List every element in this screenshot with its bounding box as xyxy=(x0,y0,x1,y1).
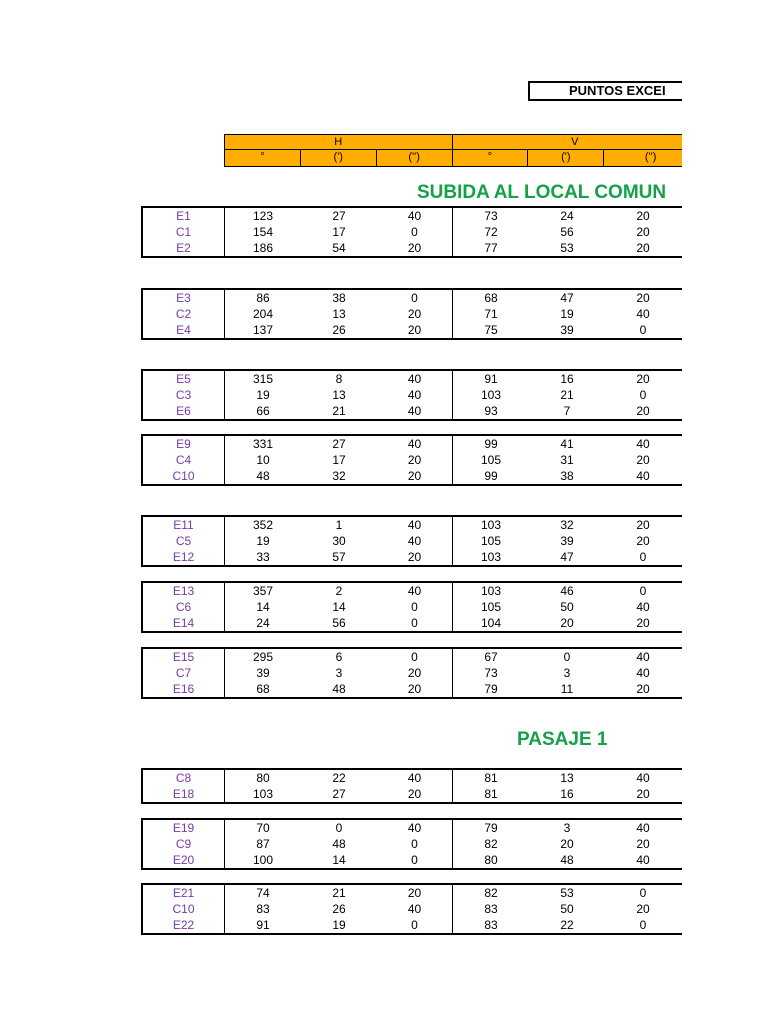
h-seconds: 40 xyxy=(377,533,453,549)
h-degrees: 14 xyxy=(256,600,270,614)
table-row xyxy=(143,885,682,901)
v-seconds: 20 xyxy=(636,534,650,548)
v-seconds: 20 xyxy=(636,225,650,239)
v-seconds: 20 xyxy=(636,372,650,386)
header-v-min: (') xyxy=(528,150,604,166)
table-row xyxy=(143,517,682,533)
h-seconds: 40 xyxy=(377,770,453,786)
v-degrees: 83 xyxy=(484,918,498,932)
table-row xyxy=(143,901,682,917)
station-name: E14 xyxy=(143,615,225,631)
v-minutes: 3 xyxy=(563,821,571,835)
v-minutes: 50 xyxy=(560,902,574,916)
v-degrees: 83 xyxy=(484,902,498,916)
h-minutes: 27 xyxy=(332,787,346,801)
v-minutes: 22 xyxy=(560,918,574,932)
header-v-sec: ('') xyxy=(604,150,682,166)
v-minutes: 47 xyxy=(560,550,574,564)
v-seconds: 0 xyxy=(639,918,647,932)
table-row xyxy=(143,770,682,786)
v-degrees: 67 xyxy=(484,650,498,664)
v-degrees: 73 xyxy=(484,666,498,680)
table-row xyxy=(143,224,682,240)
header-row-top xyxy=(224,134,682,150)
h-seconds: 0 xyxy=(377,599,453,615)
h-degrees: 83 xyxy=(256,902,270,916)
v-seconds: 0 xyxy=(639,550,647,564)
v-minutes: 47 xyxy=(560,291,574,305)
v-minutes: 11 xyxy=(560,682,574,696)
station-name: C10 xyxy=(143,468,225,484)
h-degrees: 91 xyxy=(256,918,270,932)
station-name: C4 xyxy=(143,452,225,468)
v-degrees: 82 xyxy=(484,837,498,851)
data-group xyxy=(141,883,682,935)
v-minutes: 50 xyxy=(560,600,574,614)
h-seconds: 0 xyxy=(377,649,453,665)
table-row xyxy=(143,290,682,306)
section-title: SUBIDA AL LOCAL COMUN xyxy=(417,182,667,203)
h-minutes: 6 xyxy=(335,650,343,664)
v-seconds: 20 xyxy=(636,453,650,467)
h-degrees: 70 xyxy=(256,821,270,835)
h-seconds: 40 xyxy=(377,583,453,599)
h-minutes: 32 xyxy=(332,469,346,483)
h-minutes: 38 xyxy=(332,291,346,305)
v-minutes: 21 xyxy=(560,388,574,402)
v-seconds: 20 xyxy=(636,404,650,418)
v-degrees: 103 xyxy=(480,550,502,564)
station-name: C7 xyxy=(143,665,225,681)
station-name: E13 xyxy=(143,583,225,599)
v-degrees: 103 xyxy=(480,388,502,402)
table-row xyxy=(143,371,682,387)
h-degrees: 19 xyxy=(256,388,270,402)
v-seconds: 20 xyxy=(636,787,650,801)
h-minutes: 14 xyxy=(332,600,346,614)
station-name: E21 xyxy=(143,885,225,901)
section-title: PASAJE 1 xyxy=(517,729,608,750)
v-degrees: 82 xyxy=(484,886,498,900)
h-minutes: 30 xyxy=(332,534,346,548)
title-box xyxy=(528,81,682,101)
v-minutes: 56 xyxy=(560,225,574,239)
station-name: C6 xyxy=(143,599,225,615)
v-degrees: 80 xyxy=(484,853,498,867)
v-seconds: 20 xyxy=(636,837,650,851)
v-degrees: 105 xyxy=(480,534,502,548)
v-minutes: 16 xyxy=(560,787,574,801)
table-row xyxy=(143,599,682,615)
h-minutes: 17 xyxy=(332,225,346,239)
h-minutes: 27 xyxy=(332,437,346,451)
station-name: E2 xyxy=(143,240,225,256)
h-minutes: 26 xyxy=(332,902,346,916)
h-degrees: 19 xyxy=(256,534,270,548)
h-degrees: 100 xyxy=(252,853,274,867)
h-seconds: 20 xyxy=(377,665,453,681)
h-minutes: 1 xyxy=(335,518,343,532)
header-h-deg: ° xyxy=(225,150,301,166)
data-group xyxy=(141,288,682,340)
v-minutes: 38 xyxy=(560,469,574,483)
table-row xyxy=(143,240,682,256)
header-h-sec: ('') xyxy=(377,150,453,166)
h-minutes: 3 xyxy=(335,666,343,680)
h-minutes: 48 xyxy=(332,682,346,696)
h-minutes: 19 xyxy=(332,918,346,932)
h-degrees: 24 xyxy=(256,616,270,630)
v-degrees: 68 xyxy=(484,291,498,305)
table-row xyxy=(143,665,682,681)
station-name: C10 xyxy=(143,901,225,917)
table-row xyxy=(143,452,682,468)
h-degrees: 315 xyxy=(252,372,274,386)
v-seconds: 40 xyxy=(636,600,650,614)
station-name: C5 xyxy=(143,533,225,549)
h-minutes: 27 xyxy=(332,209,346,223)
data-group xyxy=(141,818,682,870)
v-degrees: 105 xyxy=(480,453,502,467)
table-row xyxy=(143,468,682,484)
v-degrees: 81 xyxy=(484,771,498,785)
h-seconds: 20 xyxy=(377,468,453,484)
v-degrees: 79 xyxy=(484,682,498,696)
v-minutes: 32 xyxy=(560,518,574,532)
table-row xyxy=(143,615,682,631)
header-row-sub xyxy=(224,150,682,167)
table-row xyxy=(143,387,682,403)
h-degrees: 186 xyxy=(252,241,274,255)
v-minutes: 0 xyxy=(563,650,571,664)
v-minutes: 20 xyxy=(560,616,574,630)
station-name: E1 xyxy=(143,208,225,224)
v-minutes: 41 xyxy=(560,437,574,451)
v-degrees: 99 xyxy=(484,437,498,451)
h-minutes: 13 xyxy=(332,388,346,402)
station-name: E5 xyxy=(143,371,225,387)
h-minutes: 14 xyxy=(332,853,346,867)
v-seconds: 0 xyxy=(639,584,647,598)
v-seconds: 0 xyxy=(639,886,647,900)
v-degrees: 103 xyxy=(480,584,502,598)
h-seconds: 40 xyxy=(377,901,453,917)
data-group xyxy=(141,515,682,567)
h-minutes: 21 xyxy=(332,404,346,418)
h-minutes: 17 xyxy=(332,453,346,467)
v-degrees: 79 xyxy=(484,821,498,835)
h-seconds: 40 xyxy=(377,403,453,419)
h-seconds: 20 xyxy=(377,786,453,802)
v-seconds: 40 xyxy=(636,853,650,867)
h-degrees: 331 xyxy=(252,437,274,451)
v-seconds: 20 xyxy=(636,518,650,532)
data-group xyxy=(141,647,682,699)
v-minutes: 53 xyxy=(560,241,574,255)
h-minutes: 22 xyxy=(332,771,346,785)
station-name: E18 xyxy=(143,786,225,802)
v-minutes: 39 xyxy=(560,534,574,548)
station-name: E16 xyxy=(143,681,225,697)
h-seconds: 20 xyxy=(377,452,453,468)
h-minutes: 56 xyxy=(332,616,346,630)
v-minutes: 13 xyxy=(560,771,574,785)
h-degrees: 39 xyxy=(256,666,270,680)
h-minutes: 2 xyxy=(335,584,343,598)
v-degrees: 104 xyxy=(480,616,502,630)
v-degrees: 99 xyxy=(484,469,498,483)
data-group xyxy=(141,369,682,421)
h-degrees: 295 xyxy=(252,650,274,664)
v-degrees: 93 xyxy=(484,404,498,418)
v-minutes: 7 xyxy=(563,404,571,418)
v-seconds: 40 xyxy=(636,650,650,664)
header-h: H xyxy=(225,135,453,149)
table-row xyxy=(143,681,682,697)
v-minutes: 16 xyxy=(560,372,574,386)
v-seconds: 20 xyxy=(636,616,650,630)
h-seconds: 20 xyxy=(377,549,453,565)
table-row xyxy=(143,917,682,933)
h-degrees: 66 xyxy=(256,404,270,418)
h-minutes: 8 xyxy=(335,372,343,386)
v-seconds: 40 xyxy=(636,437,650,451)
v-seconds: 40 xyxy=(636,469,650,483)
v-seconds: 40 xyxy=(636,771,650,785)
v-seconds: 20 xyxy=(636,241,650,255)
h-degrees: 103 xyxy=(252,787,274,801)
v-degrees: 91 xyxy=(484,372,498,386)
v-minutes: 19 xyxy=(560,307,574,321)
v-degrees: 77 xyxy=(484,241,498,255)
header-v-deg: ° xyxy=(453,150,529,166)
station-name: E3 xyxy=(143,290,225,306)
h-seconds: 20 xyxy=(377,322,453,338)
v-seconds: 20 xyxy=(636,291,650,305)
station-name: C2 xyxy=(143,306,225,322)
station-name: E12 xyxy=(143,549,225,565)
h-seconds: 0 xyxy=(377,836,453,852)
header-v: V xyxy=(453,135,682,149)
h-minutes: 54 xyxy=(332,241,346,255)
station-name: E9 xyxy=(143,436,225,452)
v-minutes: 20 xyxy=(560,837,574,851)
station-name: C9 xyxy=(143,836,225,852)
v-degrees: 71 xyxy=(484,307,498,321)
v-minutes: 3 xyxy=(563,666,571,680)
h-minutes: 57 xyxy=(332,550,346,564)
h-minutes: 13 xyxy=(332,307,346,321)
v-seconds: 20 xyxy=(636,902,650,916)
h-degrees: 352 xyxy=(252,518,274,532)
h-seconds: 20 xyxy=(377,681,453,697)
h-seconds: 40 xyxy=(377,820,453,836)
page-title: PUNTOS EXCEI xyxy=(569,83,666,98)
v-seconds: 0 xyxy=(639,323,647,337)
station-name: E11 xyxy=(143,517,225,533)
station-name: E19 xyxy=(143,820,225,836)
h-seconds: 40 xyxy=(377,436,453,452)
h-degrees: 137 xyxy=(252,323,274,337)
table-row xyxy=(143,322,682,338)
h-degrees: 80 xyxy=(256,771,270,785)
data-group xyxy=(141,768,682,804)
h-degrees: 123 xyxy=(252,209,274,223)
table-row xyxy=(143,583,682,599)
v-seconds: 40 xyxy=(636,307,650,321)
h-seconds: 0 xyxy=(377,224,453,240)
station-name: C1 xyxy=(143,224,225,240)
v-degrees: 103 xyxy=(480,518,502,532)
h-minutes: 26 xyxy=(332,323,346,337)
h-seconds: 40 xyxy=(377,371,453,387)
h-degrees: 154 xyxy=(252,225,274,239)
v-degrees: 73 xyxy=(484,209,498,223)
table-row xyxy=(143,820,682,836)
v-minutes: 46 xyxy=(560,584,574,598)
h-seconds: 40 xyxy=(377,208,453,224)
h-seconds: 40 xyxy=(377,517,453,533)
v-minutes: 24 xyxy=(560,209,574,223)
v-degrees: 75 xyxy=(484,323,498,337)
table-row xyxy=(143,306,682,322)
station-name: C8 xyxy=(143,770,225,786)
h-degrees: 48 xyxy=(256,469,270,483)
h-seconds: 20 xyxy=(377,885,453,901)
h-seconds: 0 xyxy=(377,290,453,306)
v-seconds: 20 xyxy=(636,209,650,223)
h-degrees: 10 xyxy=(256,453,270,467)
h-degrees: 357 xyxy=(252,584,274,598)
h-minutes: 48 xyxy=(332,837,346,851)
v-minutes: 31 xyxy=(560,453,574,467)
h-degrees: 86 xyxy=(256,291,270,305)
data-group xyxy=(141,581,682,633)
data-group xyxy=(141,434,682,486)
station-name: E15 xyxy=(143,649,225,665)
table-row xyxy=(143,786,682,802)
v-minutes: 48 xyxy=(560,853,574,867)
table-row xyxy=(143,208,682,224)
table-row xyxy=(143,436,682,452)
table-row xyxy=(143,836,682,852)
h-degrees: 87 xyxy=(256,837,270,851)
h-seconds: 0 xyxy=(377,615,453,631)
v-seconds: 40 xyxy=(636,821,650,835)
station-name: E22 xyxy=(143,917,225,933)
table-row xyxy=(143,403,682,419)
table-row xyxy=(143,549,682,565)
h-seconds: 0 xyxy=(377,917,453,933)
v-minutes: 39 xyxy=(560,323,574,337)
h-seconds: 0 xyxy=(377,852,453,868)
h-degrees: 204 xyxy=(252,307,274,321)
table-row xyxy=(143,533,682,549)
v-seconds: 0 xyxy=(639,388,647,402)
h-degrees: 68 xyxy=(256,682,270,696)
station-name: E4 xyxy=(143,322,225,338)
h-seconds: 20 xyxy=(377,240,453,256)
h-minutes: 0 xyxy=(335,821,343,835)
v-degrees: 105 xyxy=(480,600,502,614)
v-seconds: 40 xyxy=(636,666,650,680)
data-group xyxy=(141,206,682,258)
v-minutes: 53 xyxy=(560,886,574,900)
v-degrees: 72 xyxy=(484,225,498,239)
v-degrees: 81 xyxy=(484,787,498,801)
header-h-min: (') xyxy=(301,150,377,166)
h-degrees: 74 xyxy=(256,886,270,900)
v-seconds: 20 xyxy=(636,682,650,696)
h-minutes: 21 xyxy=(332,886,346,900)
station-name: E6 xyxy=(143,403,225,419)
table-row xyxy=(143,852,682,868)
table-row xyxy=(143,649,682,665)
h-degrees: 33 xyxy=(256,550,270,564)
h-seconds: 20 xyxy=(377,306,453,322)
station-name: C3 xyxy=(143,387,225,403)
station-name: E20 xyxy=(143,852,225,868)
h-seconds: 40 xyxy=(377,387,453,403)
